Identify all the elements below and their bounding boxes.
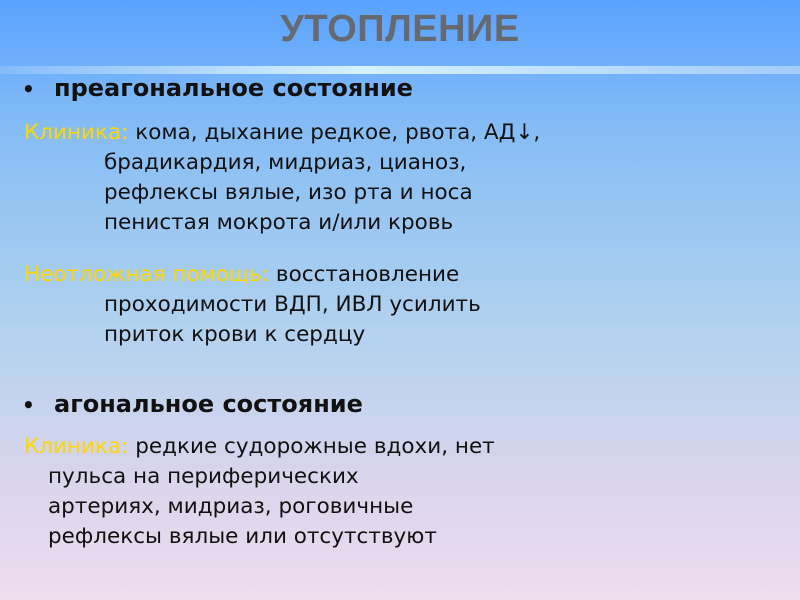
bullet-icon: • [22,393,35,417]
help-line: проходимости ВДП, ИВЛ усилить [104,292,481,317]
clinic-label: Клиника: [24,120,129,145]
help-label: Неотложная помощь: [24,262,270,287]
title-divider [0,66,800,74]
clinic-line: рефлексы вялые или отсутствуют [48,524,437,549]
section-heading-preagonal [22,74,413,102]
clinic-line: пенистая мокрота и/или кровь [104,210,454,235]
heading-text: агональное состояние [54,390,363,418]
help-line: приток крови к сердцу [104,322,366,347]
help-line: восстановление [269,262,460,287]
clinic-line: артериях, мидриаз, роговичные [48,494,414,519]
clinic-label: Клиника: [24,434,129,459]
clinic-line: пульса на периферических [48,464,359,489]
clinic-paragraph-agonal [24,432,495,552]
clinic-line: редкие судорожные вдохи, нет [128,434,495,459]
slide-title: УТОПЛЕНИЕ [280,8,520,50]
clinic-paragraph-preagonal [24,118,540,238]
clinic-line: брадикардия, мидриаз, цианоз, [104,150,467,175]
clinic-line: рефлексы вялые, изо рта и носа [104,180,473,205]
section-heading-agonal [22,390,363,418]
clinic-line: кома, дыхание редкое, рвота, АД↓, [128,120,541,145]
heading-text: преагональное состояние [54,74,413,102]
help-paragraph-preagonal [24,260,481,350]
bullet-icon: • [22,77,35,101]
